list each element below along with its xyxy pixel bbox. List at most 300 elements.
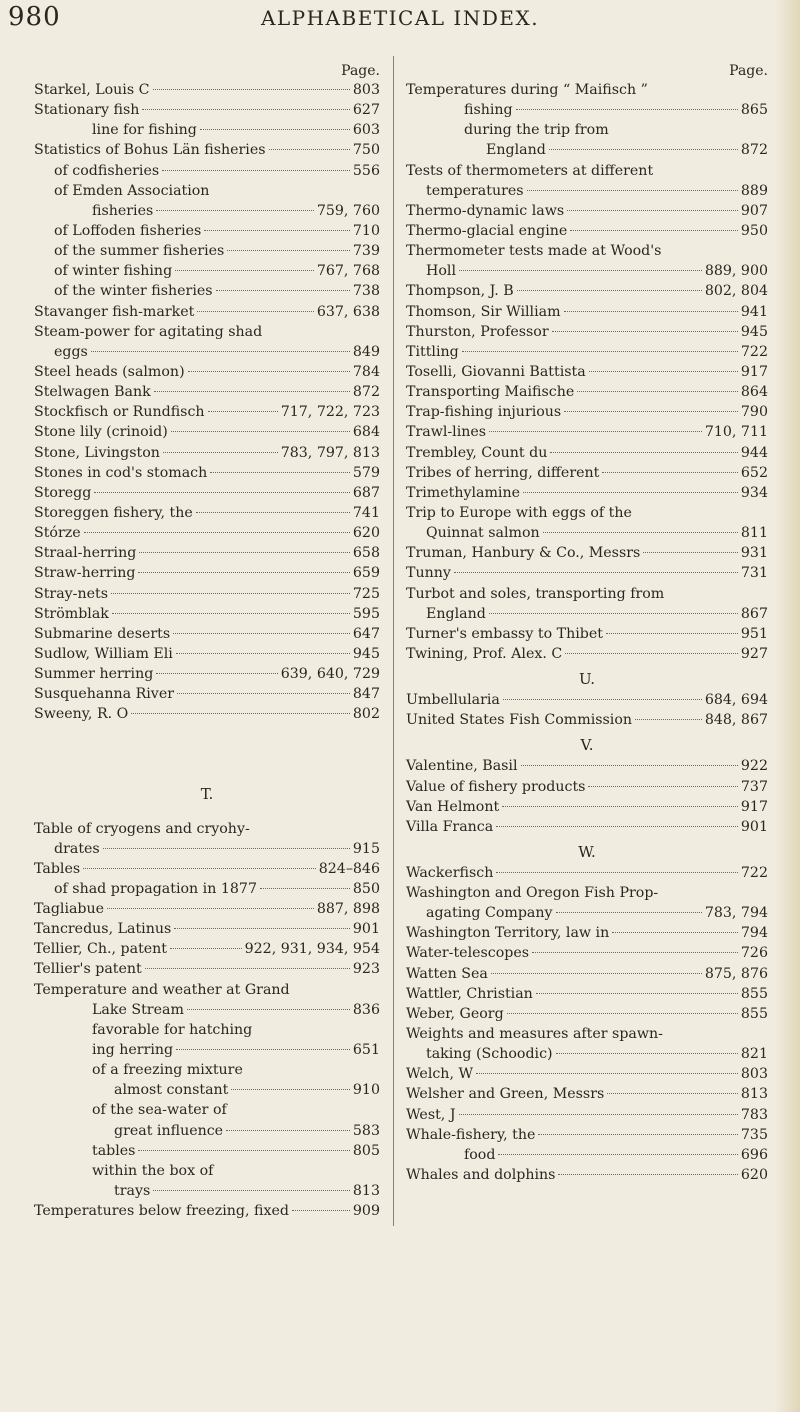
entry-page-ref: 603 [352,122,380,139]
entry-page-ref: 917 [740,363,768,380]
entry-text: Wattler, Christian [406,985,533,1002]
entry-text: Tribes of herring, different [406,464,600,481]
entry-text: Trembley, Count du [406,444,548,461]
entry-page-ref: 556 [352,162,380,179]
index-entry [406,797,768,817]
entries-v [406,756,768,837]
entry-page-ref: 872 [352,384,380,401]
entry-text: Starkel, Louis C [34,82,150,98]
index-entry [34,402,380,422]
dot-leader [567,210,738,211]
entry-page-ref: 803 [352,82,380,98]
dot-leader [216,290,350,291]
dot-leader [521,765,738,766]
index-entry [34,584,380,604]
dot-leader [565,653,738,654]
entry-text: Thurston, Professor [406,323,549,340]
index-entry [406,261,768,281]
entry-page-ref: 945 [740,323,768,340]
entry-text: Steel heads (salmon) [34,363,185,380]
entries-t-right [406,80,768,664]
entry-page-ref: 696 [740,1146,768,1163]
index-entry [34,463,380,483]
dot-leader [131,713,350,714]
index-entry [34,819,380,839]
index-entry [34,704,380,724]
entry-text: Stationary fish [34,102,140,119]
entry-page-ref: 710, 711 [704,424,768,441]
entry-page-ref: 790 [740,404,768,421]
index-entry [34,382,380,402]
index-entry [406,140,768,160]
entry-page-ref: 867 [740,605,768,622]
index-entry [34,443,380,463]
entry-page-ref: 784 [352,363,380,380]
index-entry [406,1064,768,1084]
entry-text: Value of fishery products [406,778,586,795]
entry-page-ref: 639, 640, 729 [280,666,380,683]
entry-text: Twining, Prof. Alex. C [406,645,563,662]
entry-page-ref: 887, 898 [316,901,380,918]
section-letter-w: W. [578,842,596,861]
dot-leader [269,149,350,150]
entry-text: Sweeny, R. O [34,706,129,723]
entries-u [406,690,768,730]
right-column [406,62,768,1185]
entry-text: Wackerfisch [406,864,494,881]
entry-page-ref: 620 [740,1167,768,1184]
index-entry [34,644,380,664]
entry-page-ref: 651 [352,1042,380,1059]
entry-text: Toselli, Giovanni Battista [406,363,586,380]
index-entry [34,624,380,644]
dot-leader [602,472,738,473]
entry-page-ref: 907 [740,202,768,219]
index-entry [34,302,380,322]
index-entry [406,1125,768,1145]
entry-text: Turner's embassy to Thibet [406,625,603,642]
entry-page-ref: 738 [352,283,380,300]
dot-leader [200,129,350,130]
dot-leader [496,872,738,873]
dot-leader [556,912,702,913]
dot-leader [643,552,738,553]
dot-leader [260,888,350,889]
entry-text: Strömblak [34,605,109,622]
dot-leader [564,411,738,412]
index-entry [406,756,768,776]
dot-leader [107,908,314,909]
page-number: 980 [8,2,61,32]
dot-leader [208,411,278,412]
index-entry [34,281,380,301]
index-entry [406,563,768,583]
dot-leader [142,109,349,110]
index-entry [406,903,768,923]
dot-leader [175,270,314,271]
entry-page-ref: 684 [352,424,380,441]
index-entry [34,1161,380,1181]
index-entry [406,604,768,624]
index-entry [406,1084,768,1104]
index-entry [34,839,380,859]
index-entry [34,1080,380,1100]
entries-t-left [34,819,380,1222]
dot-leader [577,391,738,392]
entry-text: Welsher and Green, Messrs [406,1086,605,1103]
index-entry [406,181,768,201]
index-entry [34,1181,380,1201]
entry-page-ref: 836 [352,1001,380,1018]
dot-leader [459,1114,738,1115]
entry-page-ref: 855 [740,1005,768,1022]
dot-leader [163,452,278,453]
index-entry [34,604,380,624]
entry-text: Susquehanna River [34,686,175,703]
index-entry [34,161,380,181]
index-entry [406,402,768,422]
entry-text: favorable for hatching [92,1021,253,1038]
dot-leader [606,633,738,634]
entry-page-ref: 811 [740,525,768,542]
index-entry [34,181,380,201]
entry-text: of shad propagation in 1877 [54,880,257,897]
left-column [34,62,380,1221]
entry-text: Tancredus, Latinus [34,921,172,938]
entry-page-ref: 931 [740,545,768,562]
dot-leader [188,371,350,372]
entry-text: Straal-herring [34,545,137,562]
entry-page-ref: 725 [352,585,380,602]
index-entry [34,919,380,939]
entry-text: almost constant [114,1082,229,1099]
dot-leader [503,699,702,700]
entry-page-ref: 647 [352,625,380,642]
entry-text: Trawl-lines [406,424,487,441]
dot-leader [491,973,702,974]
entry-text: of a freezing mixture [92,1062,243,1079]
index-entry [34,563,380,583]
entry-text: Stockfisch or Rundfisch [34,404,205,421]
column-divider [393,56,394,1226]
entry-page-ref: 620 [352,525,380,542]
index-entry [34,879,380,899]
entry-text: Thermo-glacial engine [406,222,568,239]
dot-leader [454,572,738,573]
dot-leader [177,693,350,694]
index-entry [34,859,380,879]
entry-text: Tittling [406,343,459,360]
entry-page-ref: 741 [352,504,380,521]
entry-text: Stórze [34,525,81,542]
index-entry [406,483,768,503]
entry-page-ref: 579 [352,464,380,481]
dot-leader [552,331,738,332]
entry-text: Stavanger fish-market [34,303,195,320]
entry-text: Weber, Georg [406,1005,504,1022]
dot-leader [174,928,350,929]
dot-leader [496,826,738,827]
entry-text: Welch, W [406,1066,474,1083]
index-entry [34,684,380,704]
index-entry [406,281,768,301]
index-entry [34,1100,380,1120]
entry-text: Sudlow, William Eli [34,645,173,662]
entry-text: Tunny [406,565,451,582]
entry-page-ref: 847 [352,686,380,703]
index-entry [34,1020,380,1040]
dot-leader [489,613,738,614]
entry-text: great influence [114,1122,224,1139]
index-entry [34,422,380,442]
entries-s [34,80,380,725]
entry-text: Steam-power for agitating shad [34,323,263,340]
dot-leader [292,1210,350,1211]
entry-page-ref: 684, 694 [704,692,768,709]
dot-leader [162,170,350,171]
entry-text: Transporting Maifische [406,384,575,401]
entry-text: Villa Franca [406,818,494,835]
index-entry [406,463,768,483]
dot-leader [588,786,737,787]
entry-page-ref: 821 [740,1046,768,1063]
entry-text: Submarine deserts [34,625,171,642]
dot-leader [556,1053,738,1054]
entry-text: Whale-fishery, the [406,1126,536,1143]
entry-page-ref: 722 [740,864,768,881]
entry-text: Lake Stream [92,1001,184,1018]
entry-text: Storeggen fishery, the [34,504,193,521]
entry-text: Tagliabue [34,901,105,918]
index-entry [34,241,380,261]
index-entry [34,543,380,563]
entry-text: England [426,605,486,622]
entry-page-ref: 637, 638 [316,303,380,320]
entry-page-ref: 864 [740,384,768,401]
index-entry [34,1040,380,1060]
entry-page-ref: 783 [740,1106,768,1123]
entry-page-ref: 717, 722, 723 [280,404,380,421]
index-entry [34,140,380,160]
dot-leader [538,1134,738,1135]
dot-leader [459,270,702,271]
entry-page-ref: 951 [740,625,768,642]
index-entry [34,523,380,543]
entry-text: Tellier, Ch., patent [34,941,168,958]
entry-text: England [486,142,546,159]
entry-text: of the summer fisheries [54,243,225,260]
dot-leader [476,1073,738,1074]
dot-leader [154,391,350,392]
index-entry [34,1060,380,1080]
index-entry [34,980,380,1000]
index-entry [406,302,768,322]
entry-text: Quinnat salmon [426,525,540,542]
index-entry [406,1165,768,1185]
dot-leader [112,613,350,614]
entry-text: Trap-fishing injurious [406,404,562,421]
entry-page-ref: 915 [352,840,380,857]
index-entry [406,422,768,442]
entry-text: trays [114,1183,151,1200]
entry-text: Valentine, Basil [406,758,518,775]
index-entry [34,899,380,919]
dot-leader [173,633,350,634]
index-entry [406,624,768,644]
index-entry [406,100,768,120]
entry-page-ref: 739 [352,243,380,260]
entry-text: line for fishing [92,122,197,139]
entry-text: of the winter fisheries [54,283,213,300]
dot-leader [226,1130,350,1131]
index-entry [34,939,380,959]
entry-page-ref: 909 [352,1203,380,1220]
entry-text: Stray-nets [34,585,108,602]
index-entry [406,690,768,710]
entry-text: temperatures [426,182,524,199]
section-letter-t: T. [200,784,214,803]
dot-leader [210,472,350,473]
entry-page-ref: 737 [740,778,768,795]
entry-text: Water-telescopes [406,945,530,962]
dot-leader [536,993,738,994]
entry-page-ref: 901 [740,818,768,835]
dot-leader [589,371,738,372]
index-entry [406,362,768,382]
dot-leader [507,1013,738,1014]
entry-page-ref: 945 [352,645,380,662]
dot-leader [156,673,277,674]
dot-leader [153,89,350,90]
index-entry [406,883,768,903]
entry-page-ref: 627 [352,102,380,119]
index-entry [34,1141,380,1161]
entry-text: Table of cryogens and cryohy- [34,820,250,837]
entry-page-ref: 803 [740,1066,768,1083]
entry-page-ref: 813 [740,1086,768,1103]
entry-page-ref: 805 [352,1142,380,1159]
entry-page-ref: 802, 804 [704,283,768,300]
index-entry [406,161,768,181]
index-entry [406,221,768,241]
dot-leader [462,351,738,352]
dot-leader [94,492,350,493]
index-entry [406,777,768,797]
index-entry [34,342,380,362]
dot-leader [227,250,350,251]
entry-page-ref: 865 [740,102,768,119]
index-entry [406,241,768,261]
entry-page-ref: 923 [352,961,380,978]
index-entry [406,863,768,883]
entry-text: during the trip from [464,122,609,139]
entry-page-ref: 850 [352,880,380,897]
entry-text: eggs [54,343,88,360]
entry-text: of codfisheries [54,162,160,179]
entry-page-ref: 944 [740,444,768,461]
entry-text: Washington Territory, law in [406,925,610,942]
index-entry [34,503,380,523]
entry-text: Stelwagen Bank [34,384,151,401]
entry-page-ref: 687 [352,484,380,501]
index-entry [406,964,768,984]
index-entry [406,1145,768,1165]
index-entry [406,443,768,463]
index-entry [34,362,380,382]
entry-page-ref: 824–846 [318,860,380,877]
entry-text: of winter fishing [54,263,173,280]
entry-text: Straw-herring [34,565,136,582]
entry-text: tables [92,1142,136,1159]
dot-leader [558,1174,737,1175]
dot-leader [138,572,349,573]
entry-page-ref: 872 [740,142,768,159]
entry-page-ref: 783, 797, 813 [280,444,380,461]
entry-text: drates [54,840,100,857]
dot-leader [502,806,738,807]
dot-leader [176,1049,350,1050]
dot-leader [187,1009,350,1010]
index-entry [406,923,768,943]
index-entry [34,201,380,221]
dot-leader [83,868,316,869]
dot-leader [103,848,350,849]
entry-text: Umbellularia [406,692,500,709]
index-entry [406,543,768,563]
entry-page-ref: 583 [352,1122,380,1139]
entry-text: Thomson, Sir William [406,303,561,320]
index-entry [34,1121,380,1141]
entry-page-ref: 848, 867 [704,712,768,729]
index-entry [406,523,768,543]
entry-page-ref: 731 [740,565,768,582]
index-entry [406,382,768,402]
entry-text: Stone, Livingston [34,444,160,461]
dot-leader [635,719,702,720]
dot-leader [204,230,350,231]
entry-text: West, J [406,1106,456,1123]
dot-leader [138,1150,349,1151]
dot-leader [612,932,738,933]
entry-page-ref: 794 [740,925,768,942]
index-entry [406,1004,768,1024]
entry-text: Temperatures during “ Maifisch ” [406,82,648,98]
entry-text: Holl [426,263,456,280]
entry-text: of the sea-water of [92,1102,227,1119]
entry-text: Truman, Hanbury & Co., Messrs [406,545,641,562]
entry-page-ref: 722 [740,343,768,360]
entry-text: Watten Sea [406,965,488,982]
index-entry [406,984,768,1004]
dot-leader [197,311,313,312]
dot-leader [532,952,738,953]
dot-leader [84,532,350,533]
entry-text: agating Company [426,905,553,922]
entry-page-ref: 710 [352,222,380,239]
entry-page-ref: 783, 794 [704,905,768,922]
entry-text: Weights and measures after spawn- [406,1026,663,1043]
index-entry [406,342,768,362]
index-entry [406,710,768,730]
entry-text: Tables [34,860,81,877]
entry-text: Thermometer tests made at Wood's [406,243,662,260]
index-entry [406,322,768,342]
entry-page-ref: 726 [740,945,768,962]
entry-text: within the box of [92,1162,214,1179]
dot-leader [91,351,350,352]
entry-text: Temperature and weather at Grand [34,981,290,998]
entry-text: Tellier's patent [34,961,142,978]
